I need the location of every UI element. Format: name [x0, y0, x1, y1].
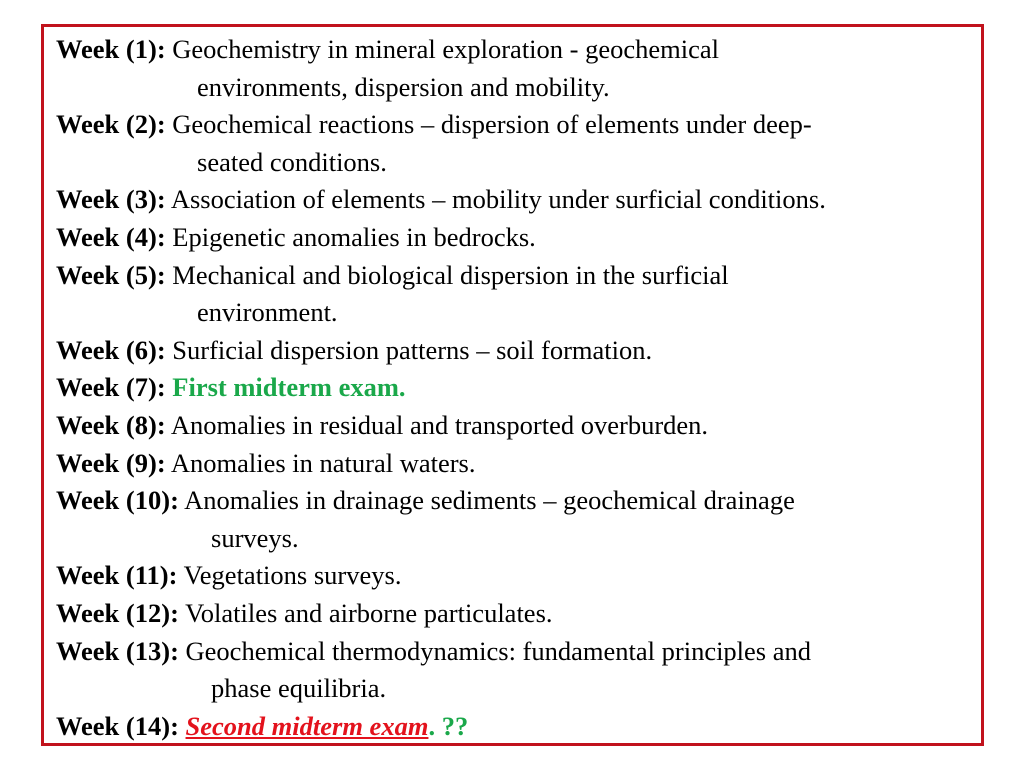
week-2-line [56, 106, 981, 144]
week-label: Week (12): [56, 597, 179, 628]
week-5-line [56, 257, 981, 295]
week-label: Week (10): [56, 485, 179, 516]
week-label: Week (14): [56, 710, 179, 741]
week-6-line [56, 332, 981, 370]
week-8-line [56, 407, 981, 445]
week-topic: Geochemical reactions – dispersion of elements under deep- [172, 109, 812, 140]
week-label: Week (5): [56, 259, 166, 290]
week-label: Week (4): [56, 221, 166, 252]
week-1-continuation: environments, dispersion and mobility. [197, 71, 610, 102]
week-topic: Association of elements – mobility under surficial conditions. [170, 184, 826, 215]
week-13-continuation: phase equilibria. [211, 673, 387, 704]
week-topic: Surficial dispersion patterns – soil formation. [172, 334, 653, 365]
week-topic: Geochemistry in mineral exploration - geochemical [172, 34, 720, 64]
week-3-line [56, 181, 981, 219]
week-label: Week (2): [56, 109, 166, 140]
first-midterm-exam: First midterm exam. [172, 372, 406, 403]
week-10-continuation: surveys. [211, 522, 299, 553]
week-1-line [56, 31, 981, 69]
week-label: Week (8): [56, 409, 166, 440]
week-label: Week (11): [56, 560, 178, 591]
second-midterm-exam: Second midterm exam [185, 710, 429, 741]
week-11-line [56, 557, 981, 595]
week-12-line [56, 595, 981, 633]
week-topic: Vegetations surveys. [183, 560, 402, 591]
week-label: Week (9): [56, 447, 166, 478]
question-marks: . ?? [428, 710, 469, 741]
week-label: Week (6): [56, 334, 166, 365]
week-label: Week (13): [56, 635, 179, 666]
week-topic: Volatiles and airborne particulates. [185, 597, 553, 628]
week-label: Week (3): [56, 184, 166, 215]
slide-frame [41, 24, 984, 746]
week-5-continuation: environment. [197, 297, 338, 328]
week-13-line [56, 633, 981, 671]
week-label: Week (7): [56, 372, 166, 403]
week-label: Week (1): [56, 34, 166, 64]
course-schedule [56, 31, 981, 745]
week-10-line [56, 482, 981, 520]
week-14-line [56, 708, 981, 746]
week-4-line [56, 219, 981, 257]
week-topic: Anomalies in residual and transported overburden. [170, 409, 709, 440]
week-topic: Epigenetic anomalies in bedrocks. [172, 221, 536, 252]
week-topic: Anomalies in natural waters. [170, 447, 476, 478]
week-topic: Anomalies in drainage sediments – geochemical drainage [184, 485, 795, 516]
week-2-continuation: seated conditions. [197, 146, 387, 177]
week-7-line [56, 369, 981, 407]
week-topic: Geochemical thermodynamics: fundamental principles and [185, 635, 812, 666]
week-topic: Mechanical and biological dispersion in the surficial [172, 259, 729, 290]
week-9-line [56, 445, 981, 483]
